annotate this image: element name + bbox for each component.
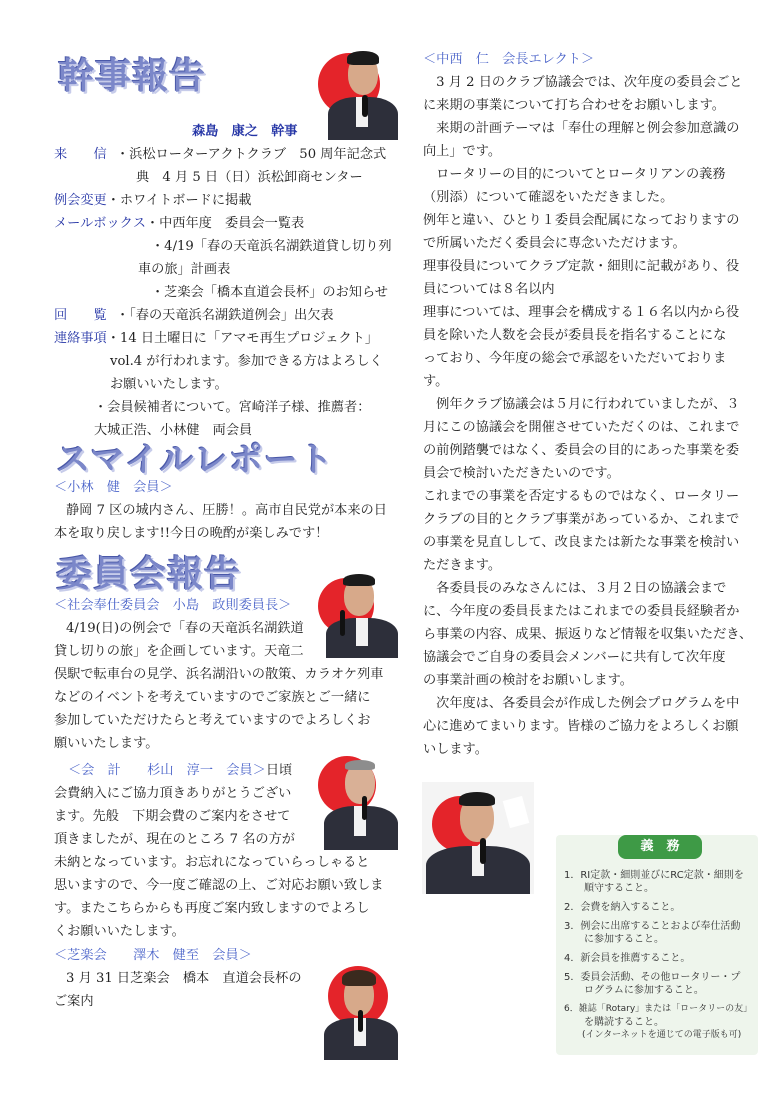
text-line: の前例踏襲ではなく、委員会の目的にあった事業を委: [423, 443, 740, 458]
text-line: 理事については、理事会を構成する１６名以内から役: [423, 305, 740, 320]
text-line: 理事役員についてクラブ定款・細則に記載があり、役: [423, 259, 740, 274]
text-line: 頂きましたが、現在のところ 7 名の方が: [54, 832, 295, 847]
text-line: 例年と違い、ひとり１委員会配属になっておりますの: [423, 213, 740, 228]
report-label: メールボックス: [54, 216, 146, 231]
report-line: ・中西年度 委員会一覧表: [145, 216, 305, 231]
report-line: お願いいたします。: [110, 377, 228, 392]
duty-item: 2．会費を納入すること。: [564, 902, 681, 913]
committee2-speaker: ＜会 計 杉山 淳一 会員＞: [68, 763, 266, 778]
text-line: 来期の計画テーマは「奉仕の理解と例会参加意識の: [423, 121, 740, 136]
report-label: 回 覧: [54, 308, 107, 323]
report-label: 連絡事項: [54, 331, 107, 346]
duty-item: を購読すること。: [564, 1017, 664, 1028]
text-line: 4/19(日)の例会で「春の天竜浜名湖鉄道: [66, 621, 304, 636]
text-line: 参加していただけたらと考えていますのでよろしくお: [54, 713, 371, 728]
committee2-text: [54, 759, 399, 943]
text-line: 会費納入にご協力頂きありがとうござい: [54, 786, 292, 801]
heading-smile-report: スマイルレポート: [56, 440, 334, 480]
president-elect-speaker: ＜中西 仁 会長エレクト＞: [423, 52, 595, 67]
duty-item: ログラムに参加すること。: [564, 985, 704, 996]
text-line: 俣駅で転車台の見学、浜名湖沿いの散策、カラオケ列車: [54, 667, 384, 682]
text-line: これまでの事業を否定するものではなく、ロータリー: [423, 489, 740, 504]
photo-president-elect: [422, 782, 534, 894]
photo-secretary: [318, 45, 398, 140]
report-line: 大城正浩、小林健 両会員: [94, 423, 253, 438]
text-line: 員会で検討いただきたいのです。: [423, 466, 620, 481]
text-line: 次年度は、各委員会が作成した例会プログラムを中: [423, 696, 740, 711]
report-label: 例会変更: [54, 193, 107, 208]
text-line: 本を取り戻します!!今日の晩酌が楽しみです！: [54, 526, 329, 541]
committee3-text: [54, 967, 314, 1013]
duty-item: (インターネットを通じての電子版も可): [564, 1030, 742, 1040]
text-line: っており、今年度の総会で承認をいただいておりま: [423, 351, 727, 366]
report-row: [54, 143, 399, 166]
text-line: いします。: [423, 742, 488, 757]
report-line: ・14 日土曜日に「アマモ再生プロジェクト」: [106, 331, 379, 346]
text-line: に来期の事業について打ち合わせをお願いします。: [423, 98, 725, 113]
text-line: ただきます。: [423, 558, 502, 573]
secretary-report-list: [54, 143, 399, 442]
duty-item: に参加すること。: [564, 934, 664, 945]
committee1-text: [54, 617, 399, 755]
duty-item: 1．RI定款・細則並びにRC定款・細則を: [564, 870, 744, 881]
text-line: の事業を見直しして、改良または新たな事業を検討い: [423, 535, 740, 550]
text-line: す。: [423, 374, 449, 389]
text-line: 各委員長のみなさんには、３月２日の協議会まで: [423, 581, 727, 596]
text-line: 向上」です。: [423, 144, 502, 159]
text-line: くお願いいたします。: [54, 924, 185, 939]
duties-title: 義 務: [618, 835, 702, 859]
committee2-first-line: [54, 759, 399, 782]
report-line: ・「春の天竜浜名湖鉄道例会」出欠表: [116, 308, 334, 323]
text-line: 願いいたします。: [54, 736, 159, 751]
report-row: [54, 212, 399, 235]
committee3-speaker: ＜芝楽会 澤木 健至 会員＞: [54, 948, 252, 963]
text-line: 思いますので、今一度ご確認の上、ご対応お願い致しま: [54, 878, 384, 893]
report-row: [54, 189, 399, 212]
text-line: 静岡 7 区の城内さん、圧勝！。高市自民党が本来の日: [66, 503, 387, 518]
text-line: ご案内: [54, 994, 94, 1009]
duty-item: 順守すること。: [564, 883, 654, 894]
text-line: 月にこの協議会を開催させていただくのは、これまで: [423, 420, 740, 435]
text-line: で所属いただく委員会に専念いただけます。: [423, 236, 686, 251]
heading-secretary-report: 幹事報告: [58, 56, 207, 97]
text-line: 員を除いた人数を会長が委員長を指名することにな: [423, 328, 727, 343]
duty-item: 3．例会に出席することおよび奉仕活動: [564, 921, 741, 932]
report-line: 車の旅」計画表: [138, 262, 231, 277]
text-line: す。またこちらからも再度ご案内致しますのでよろし: [54, 901, 370, 916]
text-line: 3 月 2 日のクラブ協議会では、次年度の委員会ごと: [423, 75, 743, 90]
photo-committee-sawaki: [318, 964, 398, 1060]
text-line: 例年クラブ協議会は５月に行われていましたが、３: [423, 397, 740, 412]
text-line: 日頃: [265, 763, 293, 778]
smile-text: [54, 499, 399, 545]
report-line: ・芝楽会「橋本直道会長杯」のお知らせ: [151, 285, 388, 300]
report-line: ・会員候補者について。宮崎洋子様、推薦者：: [94, 400, 371, 415]
smile-speaker: ＜小林 健 会員＞: [54, 480, 173, 495]
text-line: （別添）について確認をいただきました。: [423, 190, 674, 205]
report-row: [54, 327, 399, 350]
text-line: 未納となっています。お忘れになっていらっしゃると: [54, 855, 370, 870]
text-line: ます。先般 下期会費のご案内をさせて: [54, 809, 291, 824]
text-line: ロータリーの目的についてとロータリアンの義務: [423, 167, 726, 182]
report-line: ・浜松ローターアクトクラブ 50 周年記念式: [116, 147, 387, 162]
text-line: 員については８名以内: [423, 282, 555, 297]
duty-item: 6．雑誌「Rotary」または「ロータリーの友」: [564, 1004, 753, 1014]
text-line: 3 月 31 日芝楽会 橋本 直道会長杯の: [66, 971, 302, 986]
report-row: [54, 304, 399, 327]
text-line: 貸し切りの旅」を企画しています。天竜二: [54, 644, 304, 659]
president-elect-text: [423, 71, 758, 761]
report-line: ・4/19「春の天竜浜名湖鉄道貸し切り列: [151, 239, 392, 254]
secretary-name: 森島 康之 幹事: [192, 124, 298, 139]
duty-item: 5．委員会活動、その他ロータリー・プ: [564, 972, 741, 983]
report-line: 典 4 月 5 日（日）浜松卸商センター: [136, 170, 363, 185]
report-label: 来 信: [54, 147, 107, 162]
text-line: に、今年度の委員長またはこれまでの委員長経験者か: [423, 604, 740, 619]
report-line: vol.4 が行われます。参加できる方はよろしく: [110, 354, 383, 369]
text-line: ら事業の内容、成果、振返りなど情報を収集いただき、: [423, 627, 753, 642]
committee1-speaker: ＜社会奉仕委員会 小島 政則委員長＞: [54, 598, 292, 613]
text-line: 協議会でご自身の委員会メンバーに共有して次年度: [423, 650, 726, 665]
report-line: ・ホワイトボードに掲載: [106, 193, 252, 208]
text-line: クラブの目的とクラブ事業があっているか、これまで: [423, 512, 740, 527]
text-line: などのイベントを考えていますのでご家族とご一緒に: [54, 690, 371, 705]
duties-card: [556, 835, 758, 1055]
heading-committee-report: 委員会報告: [56, 554, 242, 595]
text-line: 心に進めてまいります。皆様のご協力をよろしくお願: [423, 719, 739, 734]
duty-item: 4．新会員を推薦すること。: [564, 953, 691, 964]
text-line: の事業計画の検討をお願いします。: [423, 673, 633, 688]
